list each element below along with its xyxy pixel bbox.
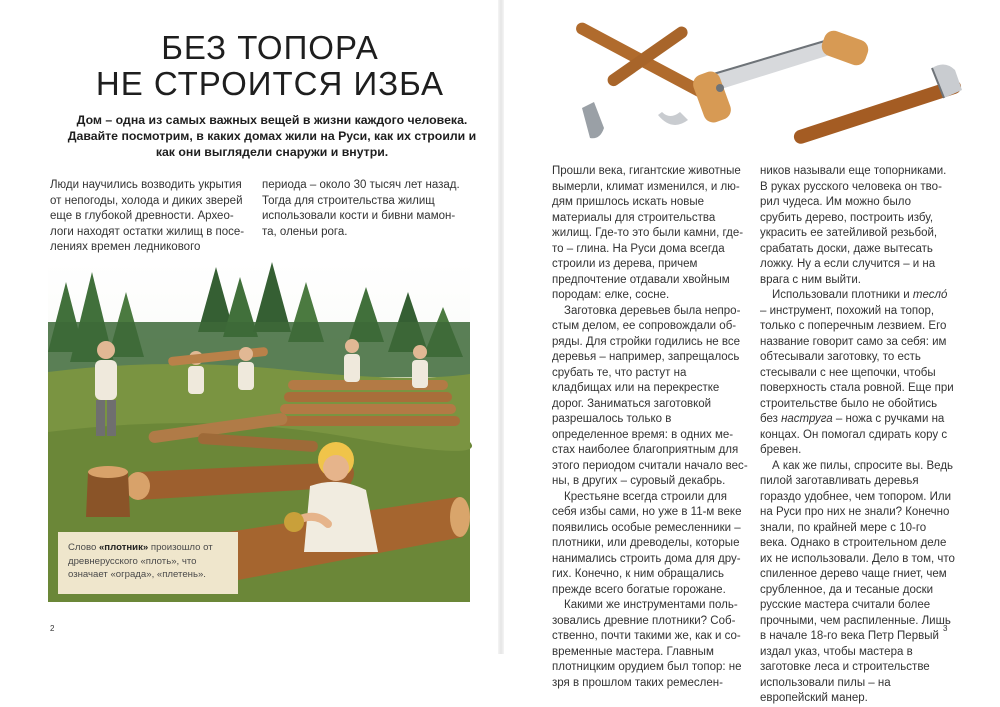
paragraph: Прошли века, гигантские животные вымерли, климат изменился, и людям пришлось искать новые материалы для строительства жилищ. Где-то это были камни, где-то – глина. На Руси дома всегда строили из дерева, причем предпочтение отдавали хвойным породам: елке, сосне. [552,165,744,301]
text-column-left [552,164,748,691]
text-run: – ножа с ручками на концах. Он помогал сдирать кору с бревен. [760,413,948,456]
term-teslo: тесло́ [912,289,948,301]
paragraph [760,288,956,459]
caption-keyword: «плотник» [98,542,149,553]
caption-text-after: произошло от древнерусского «плоть», что означает «ограда», «плетень». [68,542,213,580]
term-nastrug: наструга [781,413,833,425]
tools-illustration [560,20,970,155]
text-column-right [760,164,956,707]
lead-paragraph: Дом – одна из самых важных вещей в жизни каждого человека. Давайте посмотрим, в каких домах жили на Руси, как их строили и как они выглядели снаружи и внутри. [67,113,477,159]
title-line-1: БЕЗ ТОПОРА [161,29,379,66]
axe-icon [792,64,963,145]
paragraph: Крестьяне всегда строили для себя избы сами, но уже в 11-м веке появились особые ремесленники – плотники, или древоделы, которые нанимались строить дома для других. Конечно, к ним обращались прежде всего богатые горожане. [552,490,742,596]
intro-column-1: Люди научились возводить укрытия от непогоды, холода и диких зверей еще в глубокой древности. Археологи находят остатки жилищ в поселениях времен ледникового [50,179,245,254]
paragraph: Заготовка деревьев была непростым делом, ее сопровождали обряды. Для стройки годились не все деревья – например, запрещалось срубать те, что растут на кладбищах или на перекрестке дорог. Заниматься заготовкой разрешалось только в определенное время: в одних местах наиболее благоприятным для этого периодом считали начало весны, в других – суровый декабрь. [552,304,748,487]
adze-icon [574,20,712,138]
text-run: Использовали плотники и [772,289,913,301]
page-number-left: 2 [50,624,55,633]
text-run: – инструмент, похожий на топор, только с поперечным лезвием. Его название говорит само за себя: им обтесывали заготовку, то есть стесывали с нее щепочки, чтобы поверхность стала ровной. Еще при строительстве было не обойтись без [760,304,954,425]
intro-column-2: периода – около 30 тысяч лет назад. Тогда для строительства жилищ использовали кости и бивни мамонта, оленьи рога. [262,179,460,238]
caption-box [58,532,238,594]
paragraph: ников называли еще топорниками. В руках русского человека он творил чудеса. Им можно было срубить дерево, построить избу, украсить ее затейливой резьбой, срабатать доски, даже вытесать ложку. Ну а если случится – и на врага с ним выйти. [760,165,947,286]
book-gutter [498,0,504,654]
title-line-2: НЕ СТРОИТСЯ ИЗБА [95,65,445,102]
page-number-right: 3 [943,624,948,633]
page-title [60,30,480,102]
paragraph: Какими же инструментами пользовались древние плотники? Собственно, почти такими же, как и современные мастера. Главным плотницким орудием был топор: не зря в прошлом таких ремеслен- [552,599,742,689]
paragraph: А как же пилы, спросите вы. Ведь пилой заготавливать деревья гораздо удобнее, чем топором. Или на Руси про них не знали? Конечно знали, по крайней мере с 10-го века. Однако в строительном деле их не использовали. Дело в том, что спиленное дерево чаще гниет, чем срубленное, да и тесаные доски русские мастера считали более прочными, чем распиленные. Лишь в начале 18-го века Петр Первый издал указ, чтобы мастера в заготовке леса и строительстве использовали пилы – на европейский манер. [760,459,955,704]
caption-text-before: Слово [68,542,99,553]
drawknife-icon [690,28,871,125]
carpentry-tools-image [560,20,970,155]
